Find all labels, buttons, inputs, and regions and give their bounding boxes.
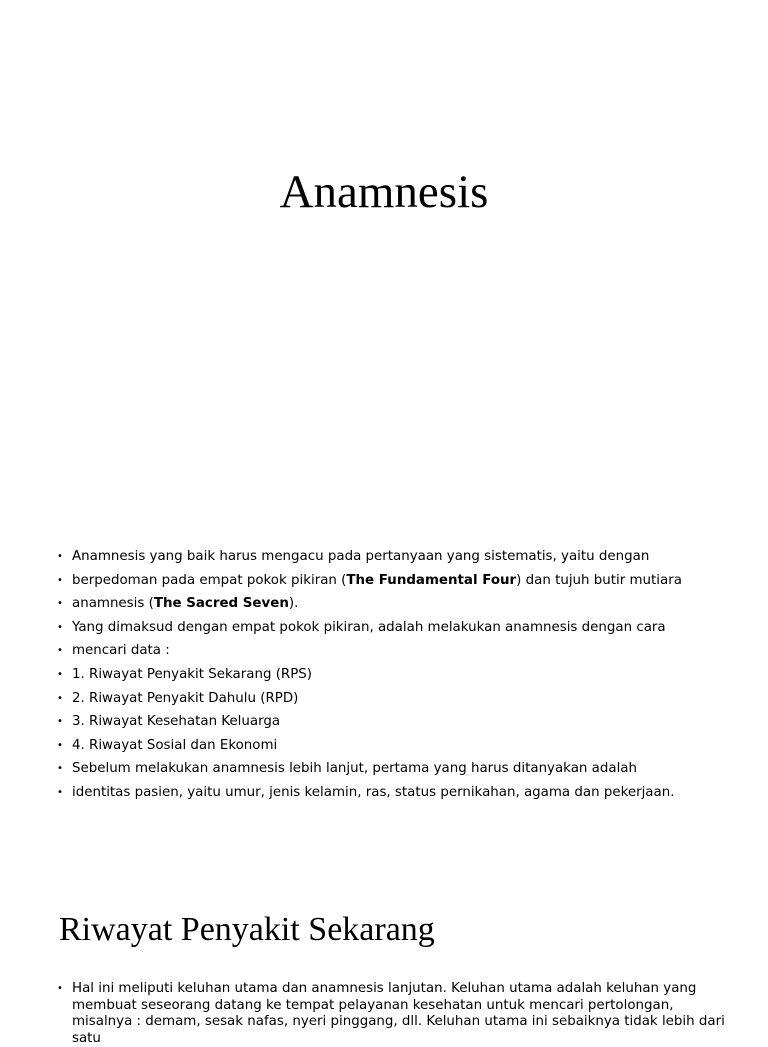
bullet-marker: • — [57, 574, 63, 586]
bullet-emphasis-text: The Fundamental Four — [346, 572, 517, 588]
bullet-text: mencari data : — [72, 643, 170, 659]
bullet-item — [57, 734, 737, 758]
bullet-marker: • — [57, 763, 63, 775]
bullet-text: Yang dimaksud dengan empat pokok pikiran, adalah melakukan anamnesis dengan cara — [72, 619, 666, 635]
bullet-text: 3. Riwayat Kesehatan Keluarga — [72, 714, 281, 730]
bullet-marker: • — [57, 983, 63, 994]
bullet-item — [57, 616, 737, 640]
bullet-emphasis-text: The Sacred Seven — [153, 596, 289, 612]
bullet-text: ). — [288, 596, 299, 612]
slide-title: Anamnesis — [279, 166, 489, 218]
bullet-text: ) dan tujuh butir mutiara — [516, 572, 682, 588]
bullet-item — [57, 639, 737, 663]
bullet-marker: • — [57, 621, 63, 633]
bullet-item — [57, 663, 737, 687]
bullet-text: 4. Riwayat Sosial dan Ekonomi — [72, 737, 278, 753]
bullet-text: berpedoman pada empat pokok pikiran ( — [72, 572, 347, 588]
bullet-item — [57, 781, 737, 805]
bullet-marker: • — [57, 551, 63, 562]
bullet-list — [57, 545, 737, 805]
bullet-marker: • — [57, 692, 63, 704]
bullet-text: 1. Riwayat Penyakit Sekarang (RPS) — [72, 666, 313, 682]
bullet-item — [57, 757, 737, 781]
bullet-text: identitas pasien, yaitu umur, jenis kelamin, ras, status pernikahan, agama dan pekerjaan. — [72, 784, 675, 800]
bullet-text: anamnesis ( — [72, 596, 154, 612]
bullet-marker: • — [57, 739, 63, 751]
bullet-item — [57, 545, 737, 569]
bullet-item — [57, 592, 737, 616]
section-title: Riwayat Penyakit Sekarang — [59, 911, 435, 948]
bullet-marker: • — [57, 598, 63, 610]
bullet-text: Sebelum melakukan anamnesis lebih lanjut, pertama yang harus ditanyakan adalah — [72, 761, 637, 777]
bullet-text: 2. Riwayat Penyakit Dahulu (RPD) — [72, 690, 299, 706]
section-paragraph — [57, 981, 732, 1047]
bullet-text: Anamnesis yang baik harus mengacu pada pertanyaan yang sistematis, yaitu dengan — [72, 549, 650, 564]
bullet-marker: • — [57, 668, 63, 680]
bullet-item — [57, 569, 737, 593]
bullet-item — [57, 687, 737, 711]
bullet-item — [57, 710, 737, 734]
section-paragraph-text: Hal ini meliputi keluhan utama dan anamnesis lanjutan. Keluhan utama adalah keluhan yang membuat seseorang datang ke tempat pelayanan kesehatan untuk mencari pertolongan, misalnya : demam, sesak nafas, nyeri pinggang, dll. Keluhan utama ini sebaiknya tidak lebih dari satu — [72, 981, 725, 1046]
bullet-marker: • — [57, 645, 63, 657]
bullet-marker: • — [57, 716, 63, 728]
bullet-marker: • — [57, 786, 63, 798]
